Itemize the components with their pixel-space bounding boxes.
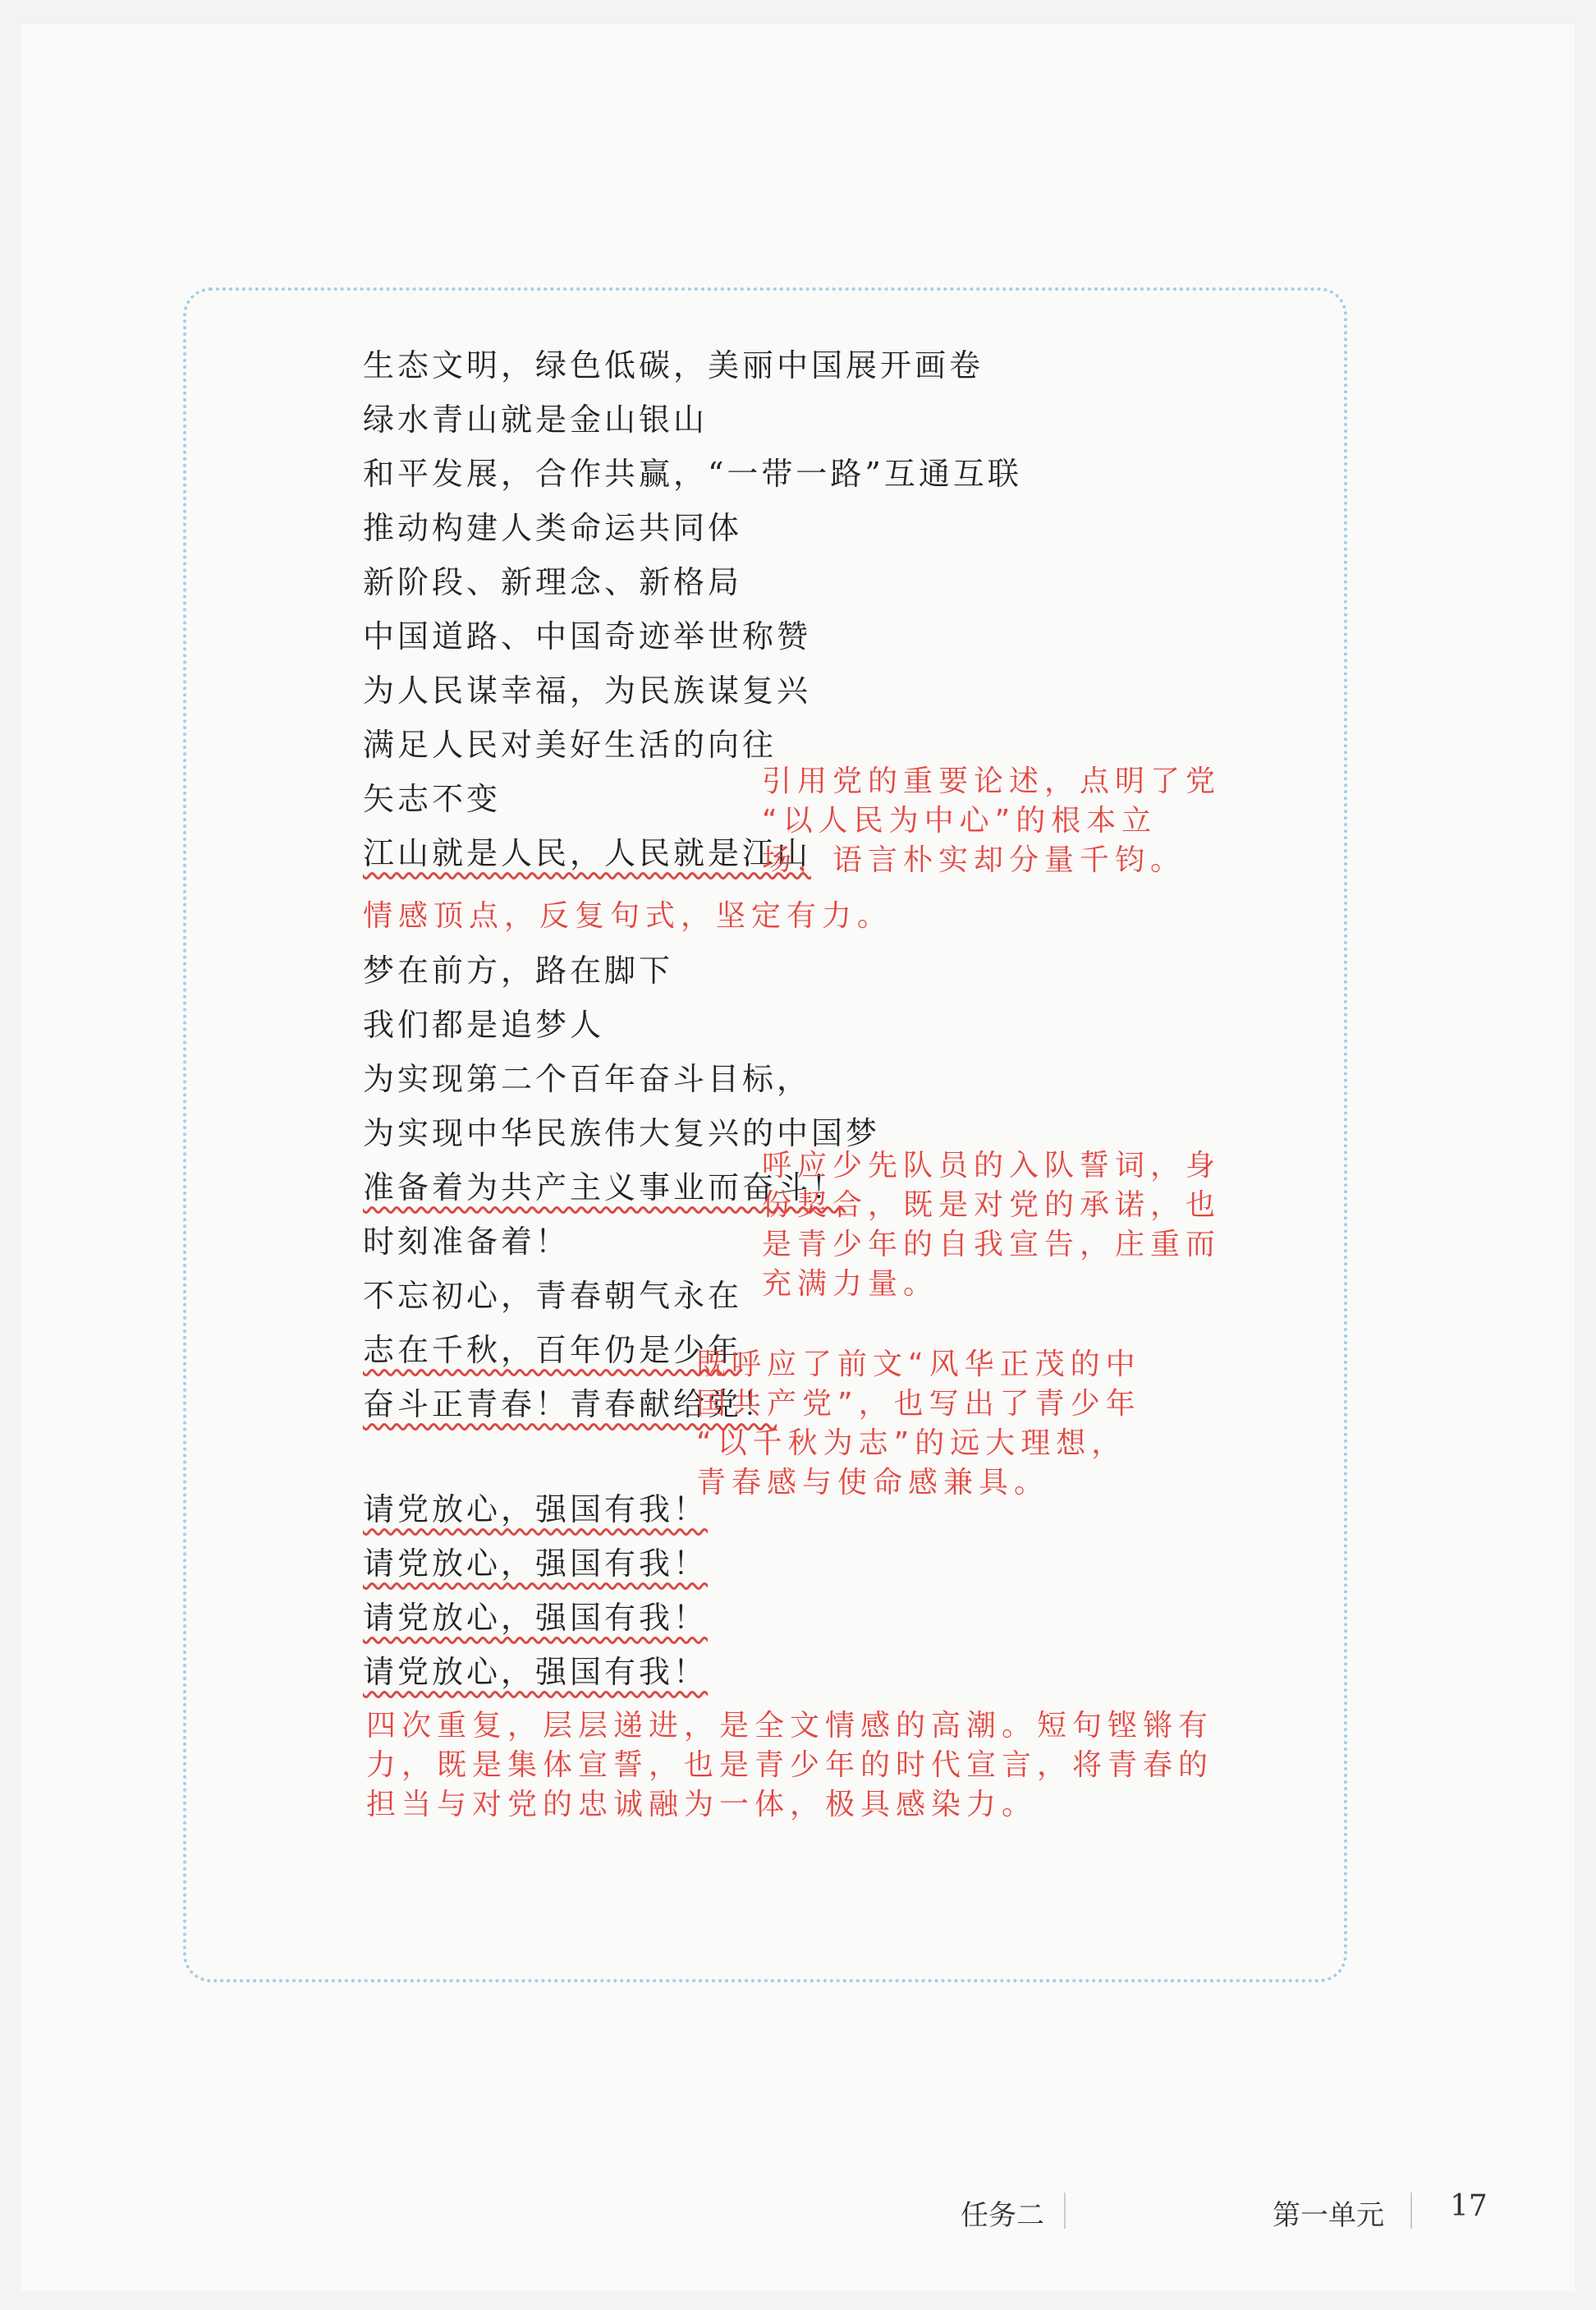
- poem-line: 我们都是追梦人: [363, 1007, 605, 1043]
- poem-line: 为实现中华民族伟大复兴的中国梦: [363, 1115, 881, 1151]
- poem-line: 矢志不变: [363, 781, 502, 817]
- poem-line-underlined: [363, 1325, 742, 1375]
- annotation-line: 既呼应了前文“风华正茂的中: [696, 1348, 1141, 1381]
- underlined-text: 请党放心，强国有我！: [363, 1600, 709, 1636]
- annotation-line: 份契合，既是对党的承诺，也: [762, 1188, 1222, 1222]
- underlined-text: 请党放心，强国有我！: [363, 1654, 709, 1690]
- annotation-climax: [366, 1706, 1213, 1825]
- annotation-line: 四次重复，层层递进，是全文情感的高潮。短句铿锵有: [366, 1709, 1214, 1743]
- footer-task-label: 任务二: [961, 2199, 1044, 2232]
- annotation-youth-ideal: [696, 1345, 1141, 1503]
- annotation-line: “以千秋为志”的远大理想，: [696, 1426, 1127, 1460]
- underlined-text: 准备着为共产主义事业而奋斗！: [363, 1169, 846, 1206]
- poem-line: 为人民谋幸福，为民族谋复兴: [363, 673, 812, 709]
- annotation-line: 充满力量。: [762, 1267, 939, 1301]
- annotation-line: 担当与对党的忠诚融为一体，极具感染力。: [366, 1788, 1038, 1821]
- poem-line: 绿水青山就是金山银山: [363, 402, 709, 438]
- textbook-page: [21, 25, 1575, 2291]
- annotation-line: 是青少年的自我宣告，庄重而: [762, 1228, 1222, 1261]
- poem-line: 时刻准备着！: [363, 1224, 571, 1260]
- poem-line: 不忘初心，青春朝气永在: [363, 1278, 743, 1314]
- annotation-line: 国共产党”，也写出了青少年: [696, 1387, 1141, 1421]
- annotation-line: 呼应少先队员的入队誓词，身: [762, 1149, 1222, 1183]
- poem-line: 满足人民对美好生活的向往: [363, 727, 777, 763]
- annotation-people-centered: [762, 762, 1221, 880]
- annotation-line: 场，语言朴实却分量千钧。: [762, 843, 1186, 877]
- poem-line-underlined: [363, 1539, 708, 1588]
- poem-line: 生态文明，绿色低碳，美丽中国展开画卷: [363, 347, 984, 383]
- annotation-line: 引用党的重要论述，点明了党: [762, 765, 1222, 798]
- footer-divider: [1410, 2193, 1412, 2229]
- annotation-line: “以人民为中心”的根本立: [762, 804, 1158, 838]
- poem-line-underlined: [363, 829, 811, 878]
- annotation-line: 力，既是集体宣誓，也是青少年的时代宣言，将青春的: [366, 1748, 1214, 1782]
- poem-line-underlined: [363, 1647, 708, 1697]
- poem-line: 中国道路、中国奇迹举世称赞: [363, 618, 812, 654]
- underlined-text: 江山就是人民，人民就是江山: [363, 835, 812, 871]
- annotation-pioneer-oath: [762, 1146, 1221, 1304]
- poem-line-underlined: [363, 1485, 708, 1534]
- poem-line: 为实现第二个百年奋斗目标，: [363, 1061, 812, 1097]
- footer-unit-label: 第一单元: [1273, 2199, 1384, 2232]
- poem-line: 推动构建人类命运共同体: [363, 510, 743, 546]
- underlined-text: 奋斗正青春！青春献给党！: [363, 1386, 777, 1422]
- annotation-emotional-peak: 情感顶点，反复句式，坚定有力。: [363, 899, 893, 933]
- annotation-line: 青春感与使命感兼具。: [696, 1466, 1050, 1499]
- poem-line-underlined: [363, 1593, 708, 1642]
- underlined-text: 志在千秋，百年仍是少年: [363, 1332, 743, 1368]
- poem-line: 新阶段、新理念、新格局: [363, 564, 743, 600]
- underlined-text: 请党放心，强国有我！: [363, 1545, 709, 1582]
- footer-divider: [1064, 2193, 1066, 2229]
- underlined-text: 请党放心，强国有我！: [363, 1491, 709, 1527]
- page-number: 17: [1450, 2189, 1488, 2223]
- poem-line: 梦在前方，路在脚下: [363, 953, 674, 989]
- poem-line: 和平发展，合作共赢，“一带一路”互通互联: [363, 456, 1022, 492]
